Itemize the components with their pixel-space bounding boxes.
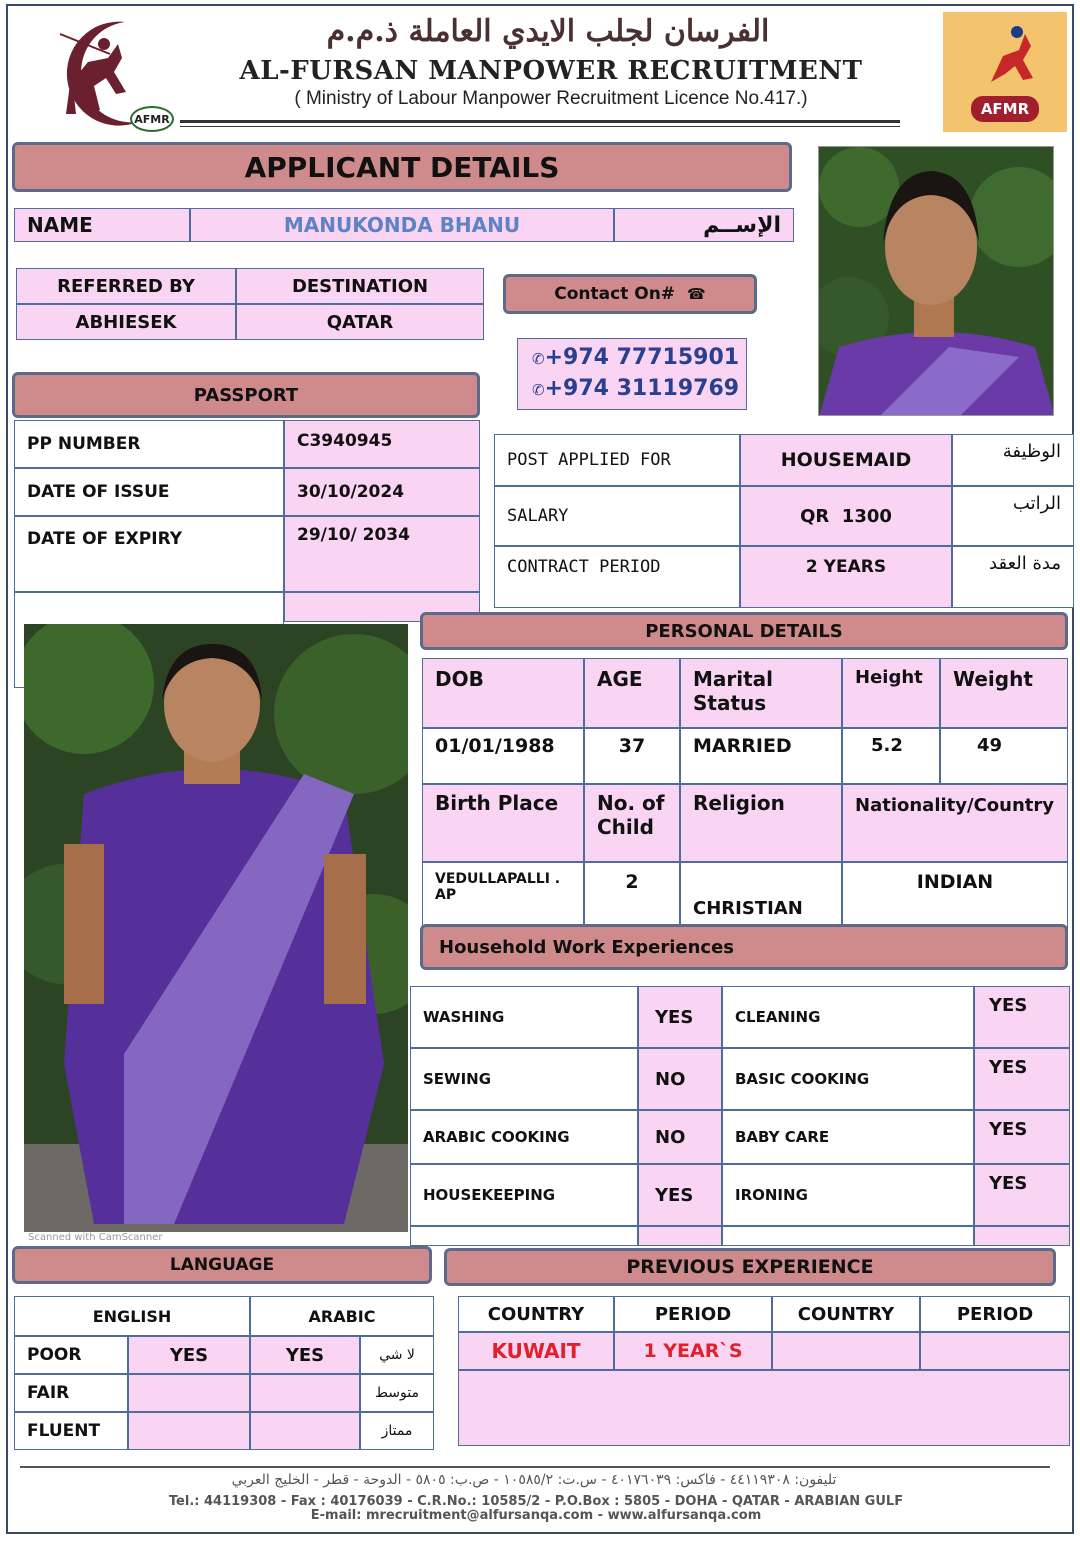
marital-status-value: MARRIED (680, 728, 842, 784)
dob-value: 01/01/1988 (422, 728, 584, 784)
religion-value: CHRISTIAN (680, 862, 842, 938)
prev-empty-area (458, 1370, 1070, 1446)
contact-phones-box (517, 338, 747, 410)
language-level: FLUENT (14, 1412, 128, 1450)
language-col-english: ENGLISH (14, 1296, 250, 1336)
household-value-left: YES (638, 1164, 722, 1226)
applicant-details-header (12, 142, 792, 192)
language-title: LANGUAGE (169, 1255, 275, 1275)
prev-col-country-2: COUNTRY (772, 1296, 920, 1332)
household-empty-cell (638, 1226, 722, 1246)
household-skill-left: WASHING (410, 986, 638, 1048)
footer-email: E-mail: mrecruitment@alfursanqa.com - www.alfursanqa.com (310, 1508, 762, 1523)
date-of-issue-label: DATE OF ISSUE (14, 468, 284, 516)
salary-label-arabic: الراتب (952, 486, 1074, 546)
language-english-value (128, 1412, 250, 1450)
language-arabic-value: YES (250, 1336, 360, 1374)
header-divider (180, 120, 900, 123)
destination-label: DESTINATION (236, 268, 484, 304)
passport-header (12, 372, 480, 418)
pp-number-value: C3940945 (284, 420, 480, 468)
no-of-child-value: 2 (584, 862, 680, 938)
household-skill-left: SEWING (410, 1048, 638, 1110)
language-level: POOR (14, 1336, 128, 1374)
contract-period-label-arabic: مدة العقد (952, 546, 1074, 608)
language-level-arabic: ممتاز (360, 1412, 434, 1450)
height-header: Height (842, 658, 940, 728)
personal-details-header (420, 612, 1068, 650)
previous-experience-title: PREVIOUS EXPERIENCE (626, 1256, 874, 1278)
footer-divider (20, 1466, 1050, 1468)
post-applied-label-arabic: الوظيفة (952, 434, 1074, 486)
applicant-photo-full (24, 624, 408, 1232)
prev-col-country-1: COUNTRY (458, 1296, 614, 1332)
language-level: FAIR (14, 1374, 128, 1412)
contact-header (503, 274, 757, 314)
prev-country-2-value (772, 1332, 920, 1370)
prev-col-period-2: PERIOD (920, 1296, 1070, 1332)
date-of-issue-value: 30/10/2024 (284, 468, 480, 516)
phone-line-1 (532, 343, 746, 374)
applicant-details-title: APPLICANT DETAILS (244, 150, 560, 184)
language-col-arabic: ARABIC (250, 1296, 434, 1336)
religion-header: Religion (680, 784, 842, 862)
age-value: 37 (584, 728, 680, 784)
phone-line-2 (532, 374, 746, 405)
weight-header: Weight (940, 658, 1068, 728)
company-title-english: AL-FURSAN MANPOWER RECRUITMENT (239, 56, 863, 86)
household-empty-cell (410, 1226, 638, 1246)
dob-header: DOB (422, 658, 584, 728)
contract-period-value: 2 YEARS (740, 546, 952, 608)
household-skill-right: BABY CARE (722, 1110, 974, 1164)
date-of-expiry-label: DATE OF EXPIRY (14, 516, 284, 592)
whatsapp-icon: ✆ (532, 381, 545, 399)
birth-place-header: Birth Place (422, 784, 584, 862)
footer-arabic: تليفون: ٤٤١١٩٣٠٨ - فاكس: ٤٠١٧٦٠٣٩ - س.ت: ١٠٥٨٥/٢ - ص.ب: ٥٨٠٥ - الدوحة - قطر - الخليج العربي (231, 1472, 837, 1488)
date-of-expiry-value: 29/10/ 2034 (284, 516, 480, 592)
left-logo-badge: AFMR (130, 106, 174, 132)
household-value-right: YES (974, 1048, 1070, 1110)
household-header (420, 924, 1068, 970)
phone-icon: ☎ (687, 285, 706, 303)
household-skill-right: CLEANING (722, 986, 974, 1048)
whatsapp-icon: ✆ (532, 350, 545, 368)
language-level-arabic: متوسط (360, 1374, 434, 1412)
prev-col-period-1: PERIOD (614, 1296, 772, 1332)
household-title: Household Work Experiences (439, 936, 735, 958)
weight-value: 49 (940, 728, 1068, 784)
nationality-header: Nationality/Country (842, 784, 1068, 862)
name-label-arabic: الإســم (614, 208, 794, 242)
name-value: MANUKONDA BHANU (190, 208, 614, 242)
right-logo (943, 12, 1067, 132)
nationality-value: INDIAN (842, 862, 1068, 938)
household-skill-left: HOUSEKEEPING (410, 1164, 638, 1226)
pp-number-label: PP NUMBER (14, 420, 284, 468)
referred-by-label: REFERRED BY (16, 268, 236, 304)
applicant-photo-small (818, 146, 1054, 416)
household-value-left: YES (638, 986, 722, 1048)
prev-period-1-value: 1 YEAR`S (614, 1332, 772, 1370)
phone-number-1: +974 77715901 (544, 345, 740, 370)
household-value-right: YES (974, 986, 1070, 1048)
marital-status-header: Marital Status (680, 658, 842, 728)
name-label: NAME (14, 208, 190, 242)
height-value: 5.2 (842, 728, 940, 784)
language-english-value (128, 1374, 250, 1412)
household-skill-right: IRONING (722, 1164, 974, 1226)
right-logo-badge: AFMR (971, 96, 1039, 122)
household-skill-right: BASIC COOKING (722, 1048, 974, 1110)
age-header: AGE (584, 658, 680, 728)
contract-period-label: CONTRACT PERIOD (494, 546, 740, 608)
household-skill-left: ARABIC COOKING (410, 1110, 638, 1164)
language-arabic-value (250, 1412, 360, 1450)
salary-value: QR 1300 (740, 486, 952, 546)
household-value-right: YES (974, 1164, 1070, 1226)
language-english-value: YES (128, 1336, 250, 1374)
language-level-arabic: لا شي (360, 1336, 434, 1374)
scan-watermark: Scanned with CamScanner (28, 1232, 163, 1243)
salary-label: SALARY (494, 486, 740, 546)
passport-title: PASSPORT (193, 384, 299, 406)
household-value-right: YES (974, 1110, 1070, 1164)
company-title-arabic: الفرسان لجلب الايدي العاملة ذ.م.م (326, 14, 770, 49)
contact-label: Contact On# (554, 284, 676, 304)
birth-place-value: VEDULLAPALLI . AP (422, 862, 584, 938)
referred-by-value: ABHIESEK (16, 304, 236, 340)
household-value-left: NO (638, 1048, 722, 1110)
household-empty-cell (722, 1226, 974, 1246)
household-empty-cell (974, 1226, 1070, 1246)
company-licence: ( Ministry of Labour Manpower Recruitment Licence No.417.) (294, 88, 808, 109)
language-header (12, 1246, 432, 1284)
prev-country-1-value: KUWAIT (458, 1332, 614, 1370)
previous-experience-header (444, 1248, 1056, 1286)
post-applied-value: HOUSEMAID (740, 434, 952, 486)
left-logo (30, 14, 178, 136)
footer-contact: Tel.: 44119308 - Fax : 40176039 - C.R.No.: 10585/2 - P.O.Box : 5805 - DOHA - QATAR - ARABIAN GULF (168, 1494, 904, 1509)
phone-number-2: +974 31119769 (544, 376, 740, 401)
prev-period-2-value (920, 1332, 1070, 1370)
destination-value: QATAR (236, 304, 484, 340)
post-applied-label: POST APPLIED FOR (494, 434, 740, 486)
header-divider-thin (180, 126, 900, 127)
no-of-child-header: No. of Child (584, 784, 680, 862)
language-arabic-value (250, 1374, 360, 1412)
personal-details-title: PERSONAL DETAILS (645, 620, 843, 642)
household-value-left: NO (638, 1110, 722, 1164)
